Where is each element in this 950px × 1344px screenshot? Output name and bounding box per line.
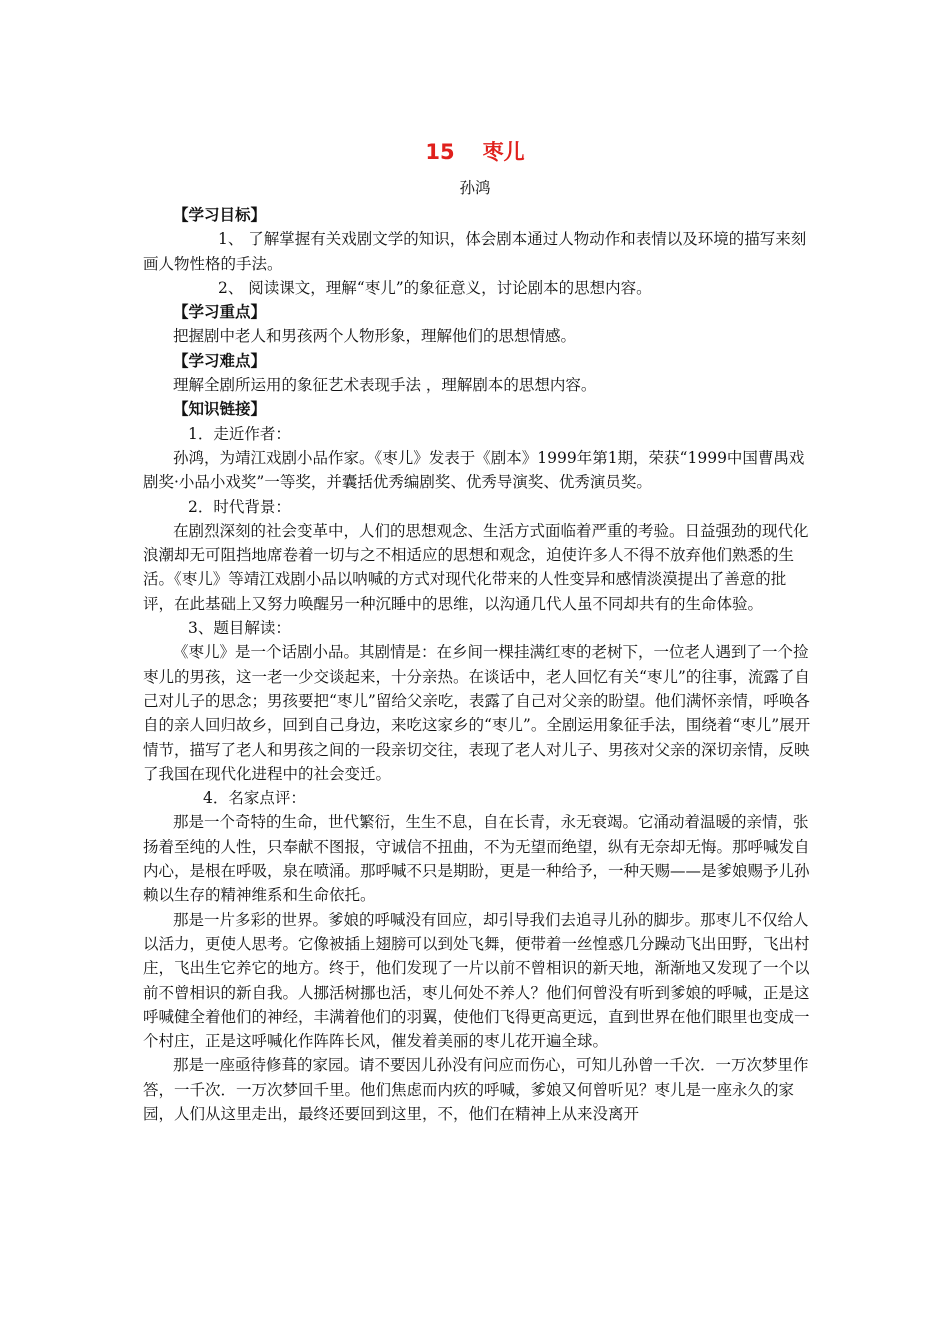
background-text: 在剧烈深刻的社会变革中，人们的思想观念、生活方式面临着严重的考验。日益强劲的现代化浪潮却无可阻挡地席卷着一切与之不相适应的思想和观念，迫使许多人不得不放弃他们熟悉的生活。《枣儿》等靖江戏剧小品以呐喊的方式对现代化带来的人性变异和感情淡漠提出了善意的批评，在此基础上又努力唤醒另一种沉睡中的思维，以沟通几代人虽不同却共有的生命体验。: [143, 521, 809, 613]
focus-heading: 【学习重点】: [173, 303, 267, 322]
focus-text: 把握剧中老人和男孩两个人物形象，理解他们的思想情感。: [173, 327, 577, 346]
document-body: [143, 203, 813, 1126]
review-paragraph-2: 那是一片多彩的世界。爹娘的呼喊没有回应，却引导我们去追寻儿孙的脚步。那枣儿不仅给人以活力，更使人思考。它像被插上翅膀可以到处飞舞，便带着一丝惶惑几分躁动飞出田野，飞出村庄，飞出生它养它的地方。终于，他们发现了一片以前不曾相识的新天地，渐渐地又发现了一个以前不曾相识的新自我。人挪活树挪也活，枣儿何处不养人？他们何曾没有听到爹娘的呼喊，正是这呼喊健全着他们的神经，丰满着他们的羽翼，使他们飞得更高更远，直到世界在他们眼里也变成一个村庄，正是这呼喊化作阵阵长风，催发着美丽的枣儿花开遍全球。: [143, 910, 810, 1051]
lesson-title: 枣儿: [482, 140, 525, 164]
title-interpretation-text: 《枣儿》是一个话剧小品。其剧情是：在乡间一棵挂满红枣的老树下，一位老人遇到了一个捡枣儿的男孩，这一老一少交谈起来，十分亲热。在谈话中，老人回忆有关“枣儿”的往事，流露了自己对儿子的思念；男孩要把“枣儿”留给父亲吃，表露了自己对父亲的盼望。他们满怀亲情，呼唤各自的亲人回归故乡，回到自己身边，来吃这家乡的“枣儿”。全剧运用象征手法，围绕着“枣儿”展开情节，描写了老人和男孩之间的一段亲切交往，表现了老人对儿子、男孩对父亲的深切亲情，反映了我国在现代化进程中的社会变迁。: [143, 643, 811, 783]
review-heading: 4．名家点评：: [203, 789, 306, 808]
author-text: 孙鸿，为靖江戏剧小品作家。《枣儿》发表于《剧本》1999年第1期，荣获“1999中国曹禺戏剧奖·小品小戏奖”一等奖，并囊括优秀编剧奖、优秀导演奖、优秀演员奖。: [143, 448, 805, 492]
lesson-number: 15: [425, 140, 455, 164]
difficulty-heading: 【学习难点】: [173, 351, 267, 370]
goals-heading: 【学习目标】: [173, 206, 267, 224]
review-paragraph-3: 那是一座亟待修葺的家园。请不要因儿孙没有问应而伤心，可知儿孙曾一千次．一万次梦里作答，一千次．一万次梦回千里。他们焦虑而内疚的呼喊，爹娘又何曾听见？枣儿是一座永久的家园，人们从这里走出，最终还要回到这里，不，他们在精神上从来没离开: [143, 1056, 809, 1123]
author-heading: 1．走近作者：: [188, 424, 291, 443]
goal-2: 2、 阅读课文，理解“枣儿”的象征意义，讨论剧本的思想内容。: [218, 278, 652, 297]
links-heading: 【知识链接】: [173, 400, 267, 419]
page-title: [0, 136, 950, 166]
author-name: 孙鸿: [459, 179, 491, 197]
difficulty-text: 理解全剧所运用的象征艺术表现手法 ，理解剧本的思想内容。: [173, 376, 597, 395]
background-heading: 2．时代背景：: [188, 497, 291, 516]
review-paragraph-1: 那是一个奇特的生命，世代繁衍，生生不息，自在长青，永无衰竭。它涌动着温暖的亲情，张扬着至纯的人性，只奉献不图报，守诚信不扭曲，不为无望而绝望，纵有无奈却无悔。那呼喊发自内心，是根在呼吸，泉在喷涌。那呼喊不只是期盼，更是一种给予，一种天赐——是爹娘赐予儿孙赖以生存的精神维系和生命依托。: [143, 813, 810, 905]
goal-1: 1、 了解掌握有关戏剧文学的知识，体会剧本通过人物动作和表情以及环境的描写来刻画人物性格的手法。: [143, 230, 807, 273]
title-interpretation-heading: 3、题目解读：: [188, 619, 291, 638]
